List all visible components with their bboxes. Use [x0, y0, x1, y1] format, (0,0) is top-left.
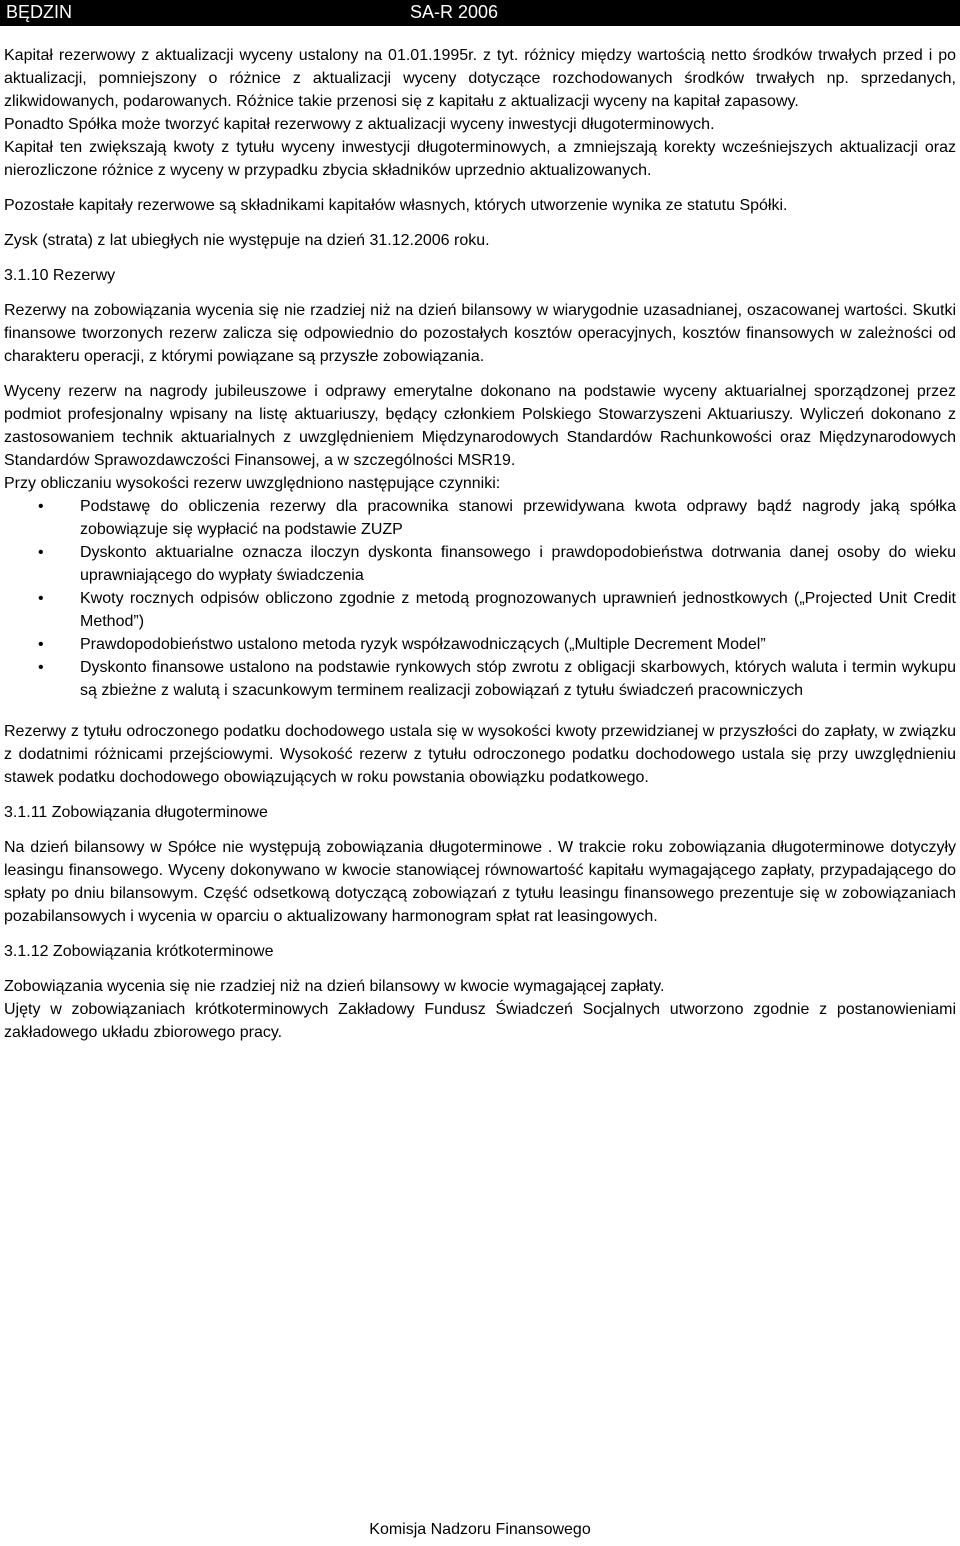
header-company: BĘDZIN: [6, 2, 73, 22]
page-header: [0, 0, 960, 26]
bullet-icon: •: [38, 544, 44, 561]
list-item: • Dyskonto aktuarialne oznacza iloczyn dyskonta finansowego i prawdopodobieństwa dotrwania danej osoby do wieku uprawniającego do wypłaty świadczenia: [4, 541, 956, 587]
section-heading-zobowiazania-dlugoterminowe: 3.1.11 Zobowiązania długoterminowe: [4, 804, 268, 821]
paragraph: Kapitał ten zwiększają kwoty z tytułu wyceny inwestycji długoterminowych, a zmniejszają korekty wcześniejszych aktualizacji oraz nierozliczone różnice z wyceny w przypadku zbycia składników uprzednio aktualizowanych.: [4, 139, 956, 179]
paragraph: Zobowiązania wycenia się nie rzadziej niż na dzień bilansowy w kwocie wymagającej zapłaty.: [4, 978, 665, 995]
paragraph: Rezerwy na zobowiązania wycenia się nie rzadziej niż na dzień bilansowy w wiarygodnie uzasadnianej, oszacowanej wartości. Skutki finansowe tworzonych rezerw zalicza się odpowiednio do pozostałych kosztów operacyjnych, kosztów finansowych w zależności od charakteru operacji, z którymi powiązane są przyszłe zobowiązania.: [4, 302, 956, 365]
list-item: • Dyskonto finansowe ustalono na podstawie rynkowych stóp zwrotu z obligacji skarbowych, których waluta i termin wykupu są zbieżne z walutą i szacunkowym terminem realizacji zobowiązań z tytułu świadczeń pracowniczych: [4, 656, 956, 702]
section-heading-rezerwy: 3.1.10 Rezerwy: [4, 267, 116, 284]
bullet-icon: •: [38, 659, 44, 676]
list-item: • Prawdopodobieństwo ustalono metoda ryzyk współzawodniczących („Multiple Decrement Model”: [4, 633, 956, 656]
bullet-icon: •: [38, 636, 44, 653]
paragraph: Na dzień bilansowy w Spółce nie występują zobowiązania długoterminowe . W trakcie roku zobowiązania długoterminowe dotyczyły leasingu finansowego. Wyceny dokonywano w kwocie stanowiącej równowartość kapitału wymagającego zapłaty, przypadającego do spłaty po dniu bilansowym. Część odsetkową dotyczącą zobowiązań z tytułu leasingu finansowego prezentuje się w zobowiązaniach pozabilansowych i wycenia w oparciu o aktualizowany harmonogram spłat rat leasingowych.: [4, 839, 956, 925]
page-footer: Komisja Nadzoru Finansowego: [369, 1521, 591, 1538]
header-report-code: SA-R 2006: [410, 2, 499, 22]
paragraph: Zysk (strata) z lat ubiegłych nie występuje na dzień 31.12.2006 roku.: [4, 232, 490, 249]
document-body: [4, 44, 956, 1044]
factors-list: [4, 495, 956, 702]
bullet-icon: •: [38, 498, 44, 515]
section-heading-zobowiazania-krotkoterminowe: 3.1.12 Zobowiązania krótkoterminowe: [4, 943, 274, 960]
paragraph: Pozostałe kapitały rezerwowe są składnikami kapitałów własnych, których utworzenie wynika ze statutu Spółki.: [4, 197, 788, 214]
bullet-icon: •: [38, 590, 44, 607]
paragraph: Kapitał rezerwowy z aktualizacji wyceny ustalony na 01.01.1995r. z tyt. różnicy między wartością netto środków trwałych przed i po aktualizacji, pomniejszony o różnice z aktualizacji wyceny dotyczące rozchodowanych środków trwałych np. sprzedanych, zlikwidowanych, podarowanych. Różnice takie przenosi się z kapitału z aktualizacji wyceny na kapitał zapasowy.: [4, 47, 956, 110]
paragraph: Rezerwy z tytułu odroczonego podatku dochodowego ustala się w wysokości kwoty przewidzianej w przyszłości do zapłaty, w związku z dodatnimi różnicami przejściowymi. Wysokość rezerw z tytułu odroczonego podatku dochodowego ustala się przy uwzględnieniu stawek podatku dochodowego obowiązujących w roku powstania obowiązku podatkowego.: [4, 723, 956, 786]
list-item: • Podstawę do obliczenia rezerwy dla pracownika stanowi przewidywana kwota odprawy bądź nagrody jaką spółka zobowiązuje się wypłacić na podstawie ZUZP: [4, 495, 956, 541]
paragraph: Wyceny rezerw na nagrody jubileuszowe i odprawy emerytalne dokonano na podstawie wyceny aktuarialnej sporządzonej przez podmiot profesjonalny wpisany na listę aktuariuszy, będący członkiem Polskiego Stowarzyszeni Aktuariuszy. Wyliczeń dokonano z zastosowaniem technik aktuarialnych z uwzględnieniem Międzynarodowych Standardów Rachunkowości oraz Międzynarodowych Standardów Sprawozdawczości Finansowej, a w szczególności MSR19.: [4, 383, 956, 469]
paragraph: Ujęty w zobowiązaniach krótkoterminowych Zakładowy Fundusz Świadczeń Socjalnych utworzono zgodnie z postanowieniami zakładowego układu zbiorowego pracy.: [4, 1001, 956, 1041]
paragraph: Ponadto Spółka może tworzyć kapitał rezerwowy z aktualizacji wyceny inwestycji długoterminowych.: [4, 116, 715, 133]
list-item: • Kwoty rocznych odpisów obliczono zgodnie z metodą prognozowanych uprawnień jednostkowych („Projected Unit Credit Method”): [4, 587, 956, 633]
paragraph: Przy obliczaniu wysokości rezerw uwzględniono następujące czynniki:: [4, 475, 501, 492]
